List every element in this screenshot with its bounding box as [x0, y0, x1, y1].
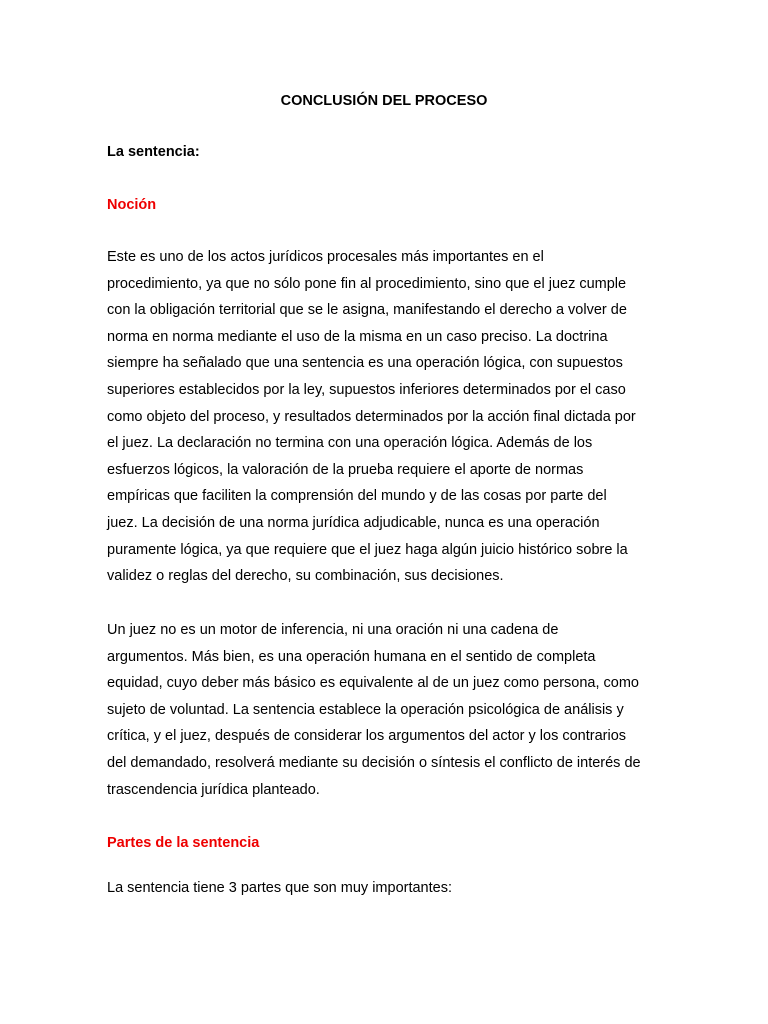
- text-line: con la obligación territorial que se le asigna, manifestando el derecho a volver de: [107, 302, 627, 319]
- document-title: CONCLUSIÓN DEL PROCESO: [280, 93, 488, 109]
- text-line: norma en norma mediante el uso de la misma en un caso preciso. La doctrina: [107, 328, 608, 345]
- subheading-nocion: Noción: [107, 197, 157, 213]
- text-line: del demandado, resolverá mediante su decisión o síntesis el conflicto de interés de: [107, 754, 641, 771]
- text-line: validez o reglas del derecho, su combinación, sus decisiones.: [107, 568, 504, 585]
- text-line: argumentos. Más bien, es una operación humana en el sentido de completa: [107, 648, 596, 665]
- text-line: como objeto del proceso, y resultados determinados por la acción final dictada por: [107, 408, 636, 425]
- text-line: Un juez no es un motor de inferencia, ni una oración ni una cadena de: [107, 622, 559, 638]
- text-line: empíricas que faciliten la comprensión del mundo y de las cosas por parte del: [107, 488, 607, 505]
- text-line: crítica, y el juez, después de considerar los argumentos del actor y los contrarios: [107, 728, 627, 745]
- text-line: equidad, cuyo deber más básico es equivalente al de un juez como persona, como: [107, 675, 639, 692]
- paragraph-partes: [107, 875, 667, 902]
- text-line: procedimiento, ya que no sólo pone fin al procedimiento, sino que el juez cumple: [107, 275, 627, 292]
- text-line: esfuerzos lógicos, la valoración de la prueba requiere el aporte de normas: [107, 461, 584, 478]
- text-line: puramente lógica, ya que requiere que el juez haga algún juicio histórico sobre la: [107, 541, 628, 558]
- text-line: Este es uno de los actos jurídicos procesales más importantes en el: [107, 249, 544, 265]
- text-line: superiores establecidos por la ley, supuestos inferiores determinados por el caso: [107, 381, 626, 398]
- text-line: trascendencia jurídica planteado.: [107, 781, 320, 798]
- paragraph-juez: [107, 617, 667, 803]
- text-line: La sentencia tiene 3 partes que son muy importantes:: [107, 880, 452, 896]
- text-line: el juez. La declaración no termina con una operación lógica. Además de los: [107, 435, 593, 452]
- subheading-partes: Partes de la sentencia: [107, 835, 260, 851]
- text-line: siempre ha señalado que una sentencia es una operación lógica, con supuestos: [107, 355, 623, 372]
- paragraph-nocion: [107, 244, 667, 590]
- text-line: juez. La decisión de una norma jurídica adjudicable, nunca es una operación: [107, 514, 600, 531]
- section-heading: La sentencia:: [107, 144, 200, 160]
- text-line: sujeto de voluntad. La sentencia establece la operación psicológica de análisis y: [107, 701, 624, 718]
